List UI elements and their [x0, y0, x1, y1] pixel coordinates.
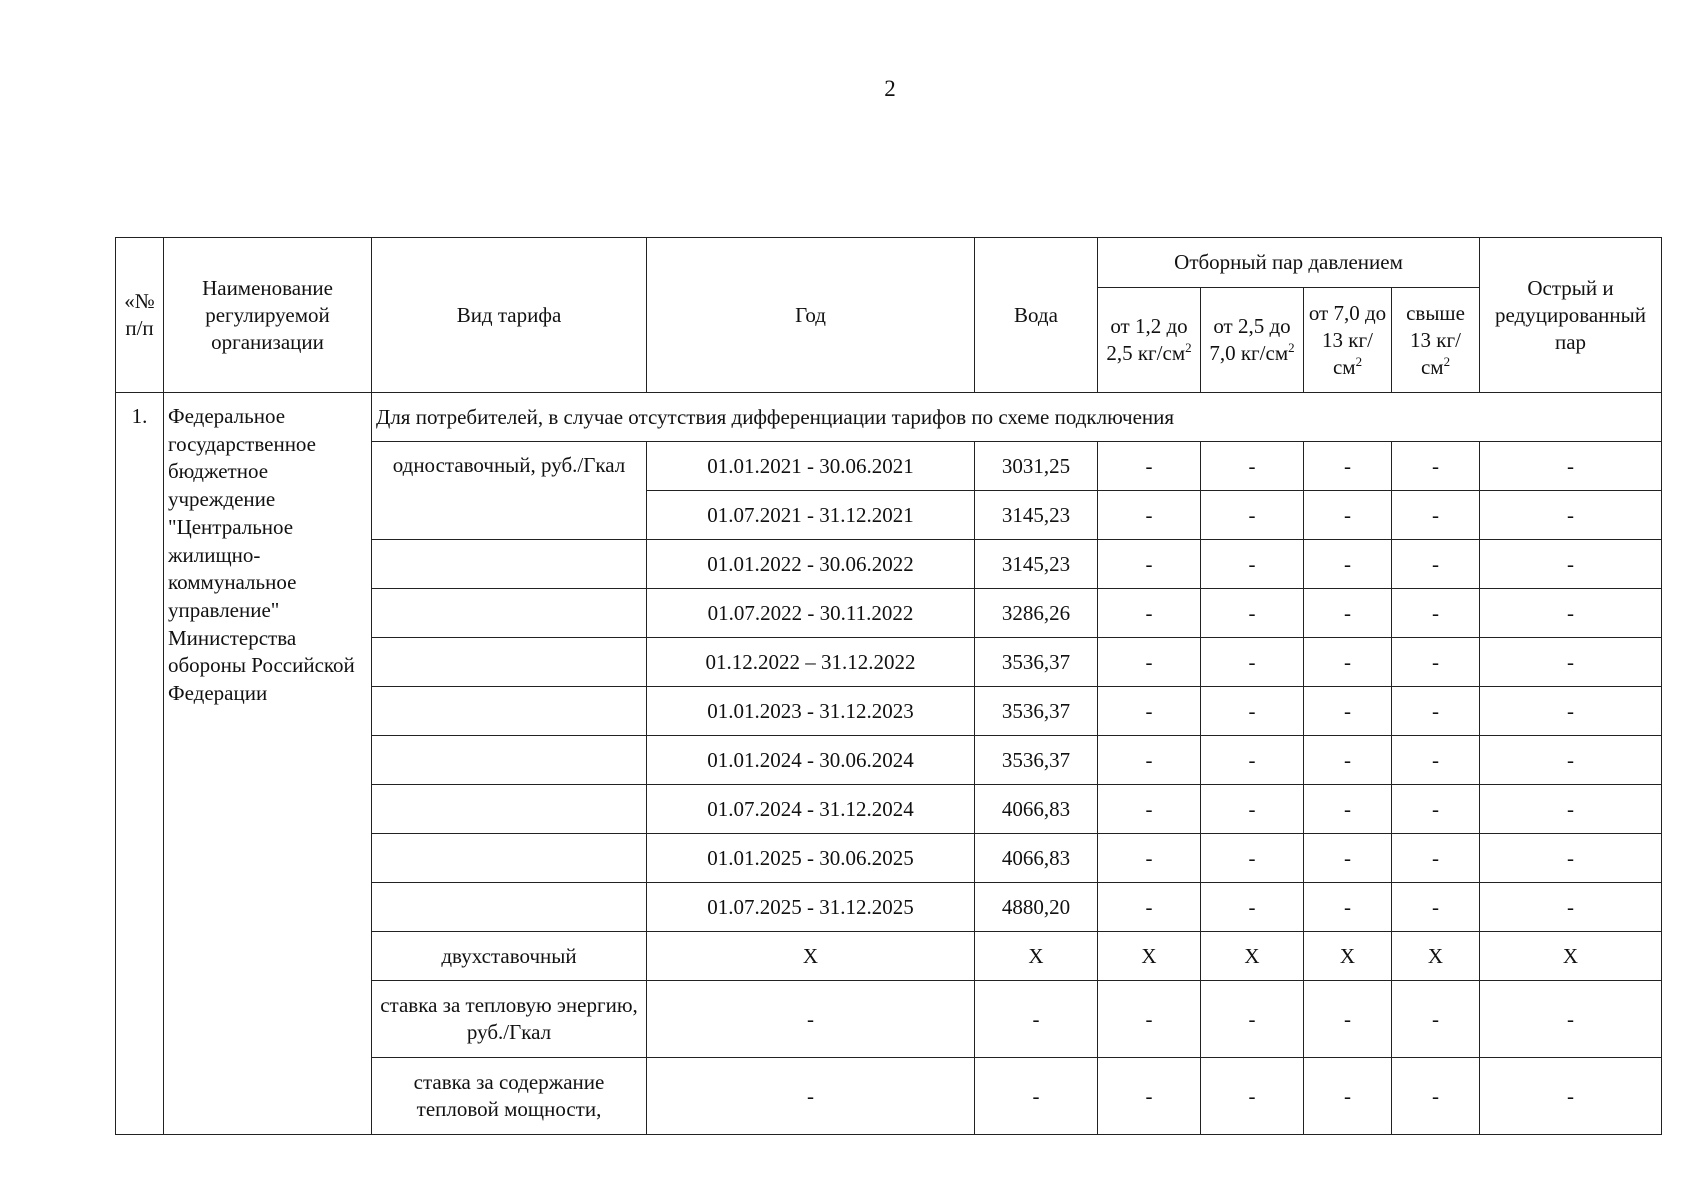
steam-value-cell: - [1098, 589, 1201, 638]
steam-value-cell: - [1201, 638, 1304, 687]
tariff-type-cell [372, 834, 647, 883]
steam-2-label: от 2,5 до 7,0 кг/см [1209, 314, 1291, 365]
steam-value-cell: - [1201, 491, 1304, 540]
period-cell: 01.01.2023 - 31.12.2023 [647, 687, 975, 736]
header-steam-2-5-7-0 [1201, 288, 1304, 393]
water-value-cell: 3031,25 [975, 442, 1098, 491]
period-cell: - [647, 981, 975, 1058]
steam-value-cell: - [1098, 834, 1201, 883]
tariff-type-cell [372, 785, 647, 834]
period-cell: 01.01.2021 - 30.06.2021 [647, 442, 975, 491]
tariff-type-cell [372, 540, 647, 589]
period-cell: 01.12.2022 – 31.12.2022 [647, 638, 975, 687]
period-cell: 01.01.2022 - 30.06.2022 [647, 540, 975, 589]
s3-cell: - [1304, 1058, 1392, 1135]
water-value-cell: 3536,37 [975, 736, 1098, 785]
water-value-cell: 3536,37 [975, 638, 1098, 687]
water-value-cell: 4066,83 [975, 834, 1098, 883]
sharp-steam-cell: - [1480, 638, 1662, 687]
sharp-cell: X [1480, 932, 1662, 981]
steam-value-cell: - [1392, 687, 1480, 736]
steam-value-cell: - [1392, 638, 1480, 687]
steam-value-cell: - [1304, 736, 1392, 785]
steam-value-cell: - [1304, 883, 1392, 932]
sharp-steam-cell: - [1480, 589, 1662, 638]
page-number: 2 [884, 76, 896, 101]
steam-value-cell: - [1392, 736, 1480, 785]
header-steam-7-0-13 [1304, 288, 1392, 393]
steam-1-label: от 1,2 до 2,5 кг/см [1106, 314, 1188, 365]
steam-value-cell: - [1392, 442, 1480, 491]
water-value-cell: 3145,23 [975, 540, 1098, 589]
s4-cell: - [1392, 981, 1480, 1058]
consumers-note-row [116, 393, 1662, 442]
steam-value-cell: - [1304, 687, 1392, 736]
sharp-steam-cell: - [1480, 834, 1662, 883]
header-tariff-type: Вид тарифа [372, 238, 647, 393]
steam-value-cell: - [1304, 442, 1392, 491]
water-value-cell: 4880,20 [975, 883, 1098, 932]
header-extracted-steam: Отборный пар давлением [1098, 238, 1480, 288]
tariff-table [115, 237, 1662, 1135]
steam-value-cell: - [1201, 785, 1304, 834]
steam-value-cell: - [1392, 883, 1480, 932]
steam-value-cell: - [1304, 491, 1392, 540]
sharp-steam-cell: - [1480, 785, 1662, 834]
tariff-type-cell [372, 687, 647, 736]
header-water: Вода [975, 238, 1098, 393]
steam-value-cell: - [1098, 736, 1201, 785]
steam-value-cell: - [1201, 442, 1304, 491]
period-cell: 01.07.2025 - 31.12.2025 [647, 883, 975, 932]
sharp-steam-cell: - [1480, 687, 1662, 736]
table-body [116, 238, 1662, 1135]
s3-cell: X [1304, 932, 1392, 981]
s4-cell: X [1392, 932, 1480, 981]
tariff-type-cell [372, 883, 647, 932]
header-org-name: Наименование регулируемой организации [164, 238, 372, 393]
header-row [116, 238, 1662, 288]
steam-value-cell: - [1098, 785, 1201, 834]
superscript: 2 [1185, 340, 1192, 355]
water-value-cell: 3145,23 [975, 491, 1098, 540]
s4-cell: - [1392, 1058, 1480, 1135]
header-steam-over-13 [1392, 288, 1480, 393]
water-cell: - [975, 981, 1098, 1058]
steam-4-label: свыше 13 кг/см [1406, 300, 1465, 379]
s2-cell: - [1201, 981, 1304, 1058]
tariff-type-cell: ставка за содержание тепловой мощности, [372, 1058, 647, 1135]
sharp-steam-cell: - [1480, 442, 1662, 491]
steam-value-cell: - [1392, 491, 1480, 540]
tariff-type-cell [372, 638, 647, 687]
steam-value-cell: - [1201, 589, 1304, 638]
period-cell: 01.01.2024 - 30.06.2024 [647, 736, 975, 785]
sharp-steam-cell: - [1480, 883, 1662, 932]
sharp-cell: - [1480, 1058, 1662, 1135]
period-cell: - [647, 1058, 975, 1135]
s1-cell: X [1098, 932, 1201, 981]
steam-value-cell: - [1201, 834, 1304, 883]
superscript: 2 [1443, 353, 1451, 369]
steam-value-cell: - [1201, 687, 1304, 736]
period-cell: 01.07.2024 - 31.12.2024 [647, 785, 975, 834]
steam-value-cell: - [1304, 589, 1392, 638]
sharp-steam-cell: - [1480, 736, 1662, 785]
header-num: «№ п/п [116, 238, 164, 393]
steam-value-cell: - [1392, 540, 1480, 589]
single-rate-label: одноставочный, руб./Гкал [372, 442, 647, 540]
steam-value-cell: - [1201, 883, 1304, 932]
row-number: 1. [116, 393, 164, 1135]
steam-value-cell: - [1098, 638, 1201, 687]
sharp-steam-cell: - [1480, 540, 1662, 589]
consumers-note: Для потребителей, в случае отсутствия дифференциации тарифов по схеме подключения [372, 393, 1662, 442]
organization-name: Федеральное государственное бюджетное учреждение "Центральное жилищно-коммунальное управление" Министерства обороны Российской Федерации [164, 393, 372, 1135]
steam-value-cell: - [1392, 834, 1480, 883]
steam-value-cell: - [1098, 883, 1201, 932]
steam-value-cell: - [1304, 785, 1392, 834]
tariff-type-cell: двухставочный [372, 932, 647, 981]
steam-value-cell: - [1392, 785, 1480, 834]
period-cell: 01.01.2025 - 30.06.2025 [647, 834, 975, 883]
steam-value-cell: - [1098, 540, 1201, 589]
steam-value-cell: - [1304, 834, 1392, 883]
period-cell: 01.07.2022 - 30.11.2022 [647, 589, 975, 638]
water-value-cell: 4066,83 [975, 785, 1098, 834]
superscript: 2 [1288, 340, 1295, 355]
s1-cell: - [1098, 1058, 1201, 1135]
water-value-cell: 3536,37 [975, 687, 1098, 736]
water-value-cell: 3286,26 [975, 589, 1098, 638]
header-steam-1-2-2-5 [1098, 288, 1201, 393]
header-sharp-steam: Острый и редуцированный пар [1480, 238, 1662, 393]
s2-cell: X [1201, 932, 1304, 981]
header-year: Год [647, 238, 975, 393]
period-cell: 01.07.2021 - 31.12.2021 [647, 491, 975, 540]
s1-cell: - [1098, 981, 1201, 1058]
tariff-type-cell [372, 589, 647, 638]
steam-value-cell: - [1098, 442, 1201, 491]
steam-value-cell: - [1098, 687, 1201, 736]
superscript: 2 [1355, 353, 1363, 369]
period-cell: X [647, 932, 975, 981]
steam-3-label: от 7,0 до 13 кг/см [1308, 300, 1387, 379]
steam-value-cell: - [1201, 540, 1304, 589]
water-cell: - [975, 1058, 1098, 1135]
sharp-cell: - [1480, 981, 1662, 1058]
s2-cell: - [1201, 1058, 1304, 1135]
steam-value-cell: - [1392, 589, 1480, 638]
steam-value-cell: - [1304, 540, 1392, 589]
water-cell: X [975, 932, 1098, 981]
tariff-type-cell: ставка за тепловую энергию, руб./Гкал [372, 981, 647, 1058]
steam-value-cell: - [1098, 491, 1201, 540]
tariff-type-cell [372, 736, 647, 785]
steam-value-cell: - [1304, 638, 1392, 687]
sharp-steam-cell: - [1480, 491, 1662, 540]
s3-cell: - [1304, 981, 1392, 1058]
steam-value-cell: - [1201, 736, 1304, 785]
